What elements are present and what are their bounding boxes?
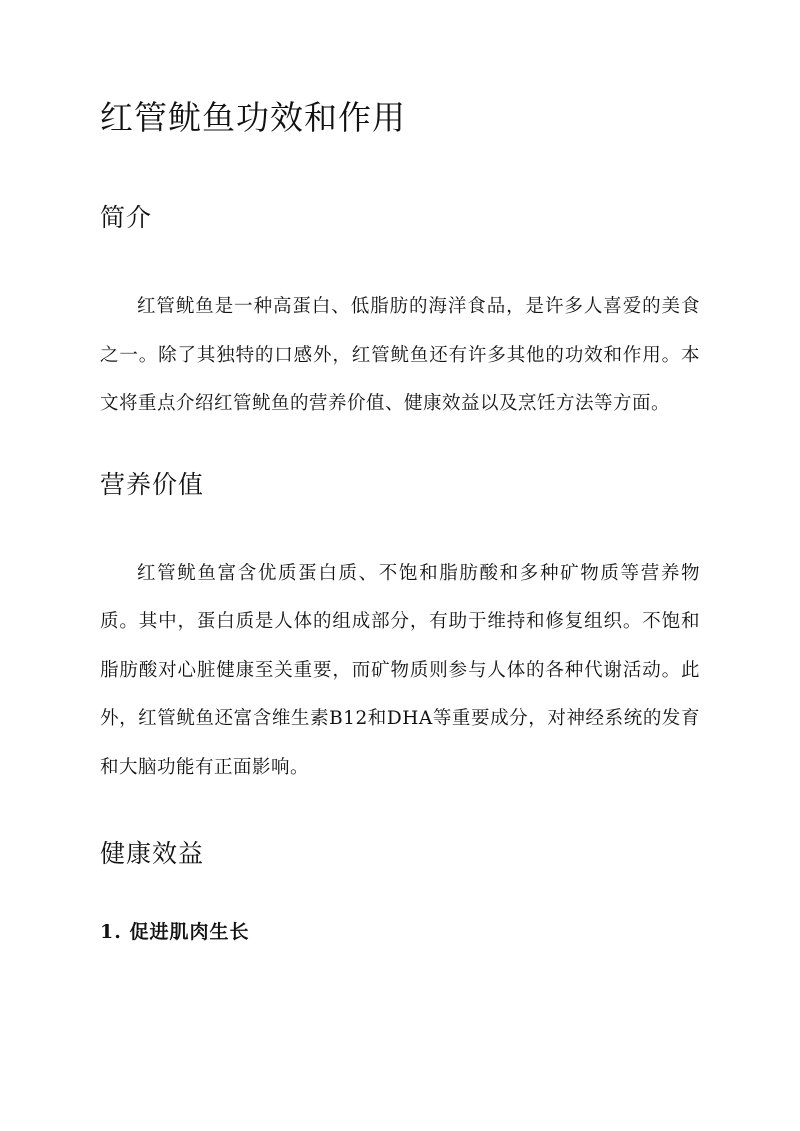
subheading-muscle-growth: 1. 促进肌肉生长	[100, 921, 250, 943]
paragraph-nutrition: 红管鱿鱼富含优质蛋白质、不饱和脂肪酸和多种矿物质等营养物质。其中，蛋白质是人体的组成部分，有助于维持和修复组织。不饱和脂肪酸对心脏健康至关重要，而矿物质则参与人体的各种代谢活动。此外，红管鱿鱼还富含维生素B12和DHA等重要成分，对神经系统的发育和大脑功能有正面影响。	[100, 562, 700, 778]
section-heading-intro: 简介	[100, 203, 153, 232]
section-heading-health-benefits: 健康效益	[100, 839, 205, 868]
section-heading-nutrition: 营养价值	[100, 469, 205, 499]
document-title: 红管鱿鱼功效和作用	[100, 98, 406, 137]
paragraph-intro: 红管鱿鱼是一种高蛋白、低脂肪的海洋食品，是许多人喜爱的美食之一。除了其独特的口感外，红管鱿鱼还有许多其他的功效和作用。本文将重点介绍红管鱿鱼的营养价值、健康效益以及烹饪方法等方面。	[100, 296, 700, 414]
